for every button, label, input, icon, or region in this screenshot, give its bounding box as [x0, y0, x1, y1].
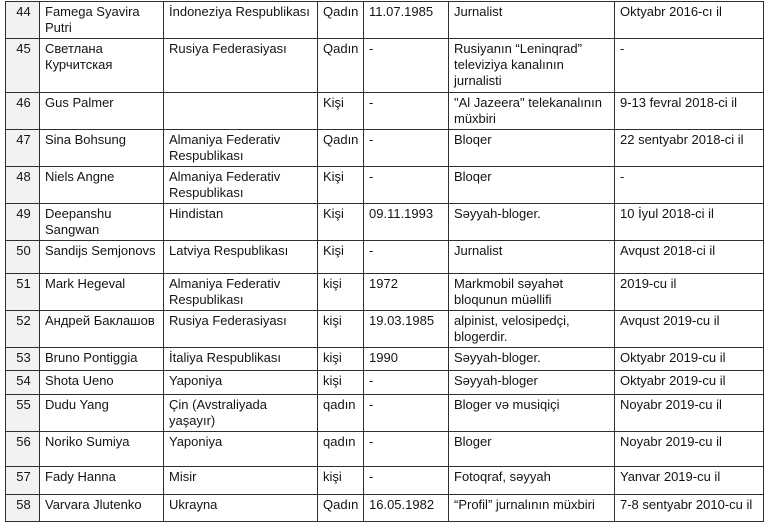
table-row [6, 2, 764, 39]
date-cell: Noyabr 2019-cu il [615, 432, 764, 467]
gender-cell: kişi [318, 467, 364, 495]
occupation-cell: Rusiyanın “Leninqrad” televiziya kanalının jurnalisti [449, 39, 615, 93]
name-cell: Noriko Sumiya [40, 432, 164, 467]
name-cell: Светлана Курчитская [40, 39, 164, 93]
birthdate-cell: 1972 [364, 274, 449, 311]
occupation-cell: Bloger və musiqiçi [449, 395, 615, 432]
table-row [6, 274, 764, 311]
country-cell: İtaliya Respublikası [164, 348, 318, 371]
occupation-cell: Bloger [449, 432, 615, 467]
table-row [6, 39, 764, 93]
name-cell: Gus Palmer [40, 93, 164, 130]
country-cell: Rusiya Federasiyası [164, 311, 318, 348]
birthdate-cell: - [364, 167, 449, 204]
name-cell: Varvara Jlutenko [40, 495, 164, 522]
gender-cell: Kişi [318, 167, 364, 204]
date-cell: - [615, 39, 764, 93]
date-cell: 22 sentyabr 2018-ci il [615, 130, 764, 167]
row-number-cell: 55 [6, 395, 40, 432]
occupation-cell: Səyyah-bloger. [449, 204, 615, 241]
row-number-cell: 57 [6, 467, 40, 495]
row-number-cell: 53 [6, 348, 40, 371]
country-cell: İndoneziya Respublikası [164, 2, 318, 39]
country-cell: Misir [164, 467, 318, 495]
gender-cell: Qadın [318, 2, 364, 39]
table-body [6, 2, 764, 522]
gender-cell: Qadın [318, 495, 364, 522]
gender-cell: qadın [318, 395, 364, 432]
row-number-cell: 58 [6, 495, 40, 522]
country-cell: Ukrayna [164, 495, 318, 522]
gender-cell: kişi [318, 371, 364, 395]
birthdate-cell: - [364, 432, 449, 467]
occupation-cell: Jurnalist [449, 241, 615, 274]
gender-cell: Kişi [318, 93, 364, 130]
gender-cell: Kişi [318, 241, 364, 274]
row-number-cell: 54 [6, 371, 40, 395]
occupation-cell: Səyyah-bloger. [449, 348, 615, 371]
date-cell: 2019-cu il [615, 274, 764, 311]
country-cell: Rusiya Federasiyası [164, 39, 318, 93]
date-cell: Oktyabr 2019-cu il [615, 371, 764, 395]
table-row [6, 395, 764, 432]
date-cell: Avqust 2019-cu il [615, 311, 764, 348]
table-row [6, 241, 764, 274]
birthdate-cell: 19.03.1985 [364, 311, 449, 348]
bloggers-registry-table [5, 1, 764, 522]
gender-cell: Qadın [318, 39, 364, 93]
name-cell: Niels Angne [40, 167, 164, 204]
table-row [6, 311, 764, 348]
country-cell [164, 93, 318, 130]
gender-cell: Kişi [318, 204, 364, 241]
occupation-cell: Markmobil səyahət bloqunun müəllifi [449, 274, 615, 311]
date-cell: 10 İyul 2018-ci il [615, 204, 764, 241]
gender-cell: kişi [318, 274, 364, 311]
row-number-cell: 52 [6, 311, 40, 348]
birthdate-cell: - [364, 93, 449, 130]
date-cell: Oktyabr 2019-cu il [615, 348, 764, 371]
table-row [6, 130, 764, 167]
gender-cell: kişi [318, 348, 364, 371]
country-cell: Hindistan [164, 204, 318, 241]
country-cell: Yaponiya [164, 371, 318, 395]
birthdate-cell: - [364, 130, 449, 167]
birthdate-cell: - [364, 371, 449, 395]
occupation-cell: alpinist, velosipedçi, blogerdir. [449, 311, 615, 348]
birthdate-cell: 11.07.1985 [364, 2, 449, 39]
date-cell: Yanvar 2019-cu il [615, 467, 764, 495]
country-cell: Latviya Respublikası [164, 241, 318, 274]
row-number-cell: 45 [6, 39, 40, 93]
row-number-cell: 49 [6, 204, 40, 241]
country-cell: Almaniya Federativ Respublikası [164, 130, 318, 167]
date-cell: Noyabr 2019-cu il [615, 395, 764, 432]
name-cell: Mark Hegeval [40, 274, 164, 311]
gender-cell: kişi [318, 311, 364, 348]
name-cell: Sandijs Semjonovs [40, 241, 164, 274]
name-cell: Shota Ueno [40, 371, 164, 395]
gender-cell: qadın [318, 432, 364, 467]
date-cell: Avqust 2018-ci il [615, 241, 764, 274]
row-number-cell: 44 [6, 2, 40, 39]
name-cell: Dudu Yang [40, 395, 164, 432]
birthdate-cell: - [364, 395, 449, 432]
name-cell: Deepanshu Sangwan [40, 204, 164, 241]
birthdate-cell: 16.05.1982 [364, 495, 449, 522]
table-row [6, 467, 764, 495]
birthdate-cell: - [364, 241, 449, 274]
row-number-cell: 47 [6, 130, 40, 167]
table-row [6, 204, 764, 241]
date-cell: 9-13 fevral 2018-ci il [615, 93, 764, 130]
row-number-cell: 56 [6, 432, 40, 467]
name-cell: Sina Bohsung [40, 130, 164, 167]
country-cell: Çin (Avstraliyada yaşayır) [164, 395, 318, 432]
date-cell: Oktyabr 2016-cı il [615, 2, 764, 39]
table-row [6, 432, 764, 467]
table-row [6, 371, 764, 395]
row-number-cell: 46 [6, 93, 40, 130]
country-cell: Almaniya Federativ Respublikası [164, 274, 318, 311]
birthdate-cell: 09.11.1993 [364, 204, 449, 241]
table-row [6, 167, 764, 204]
row-number-cell: 51 [6, 274, 40, 311]
date-cell: 7-8 sentyabr 2010-cu il [615, 495, 764, 522]
row-number-cell: 50 [6, 241, 40, 274]
occupation-cell: "Al Jazeera" telekanalının müxbiri [449, 93, 615, 130]
birthdate-cell: - [364, 39, 449, 93]
occupation-cell: Bloqer [449, 130, 615, 167]
occupation-cell: “Profil” jurnalının müxbiri [449, 495, 615, 522]
birthdate-cell: 1990 [364, 348, 449, 371]
name-cell: Fady Hanna [40, 467, 164, 495]
table-row [6, 93, 764, 130]
name-cell: Famega Syavira Putri [40, 2, 164, 39]
country-cell: Almaniya Federativ Respublikası [164, 167, 318, 204]
gender-cell: Qadın [318, 130, 364, 167]
occupation-cell: Fotoqraf, səyyah [449, 467, 615, 495]
row-number-cell: 48 [6, 167, 40, 204]
name-cell: Андрей Баклашов [40, 311, 164, 348]
country-cell: Yaponiya [164, 432, 318, 467]
occupation-cell: Səyyah-bloger [449, 371, 615, 395]
table-row [6, 495, 764, 522]
occupation-cell: Bloqer [449, 167, 615, 204]
date-cell: - [615, 167, 764, 204]
occupation-cell: Jurnalist [449, 2, 615, 39]
table-row [6, 348, 764, 371]
birthdate-cell: - [364, 467, 449, 495]
name-cell: Bruno Pontiggia [40, 348, 164, 371]
